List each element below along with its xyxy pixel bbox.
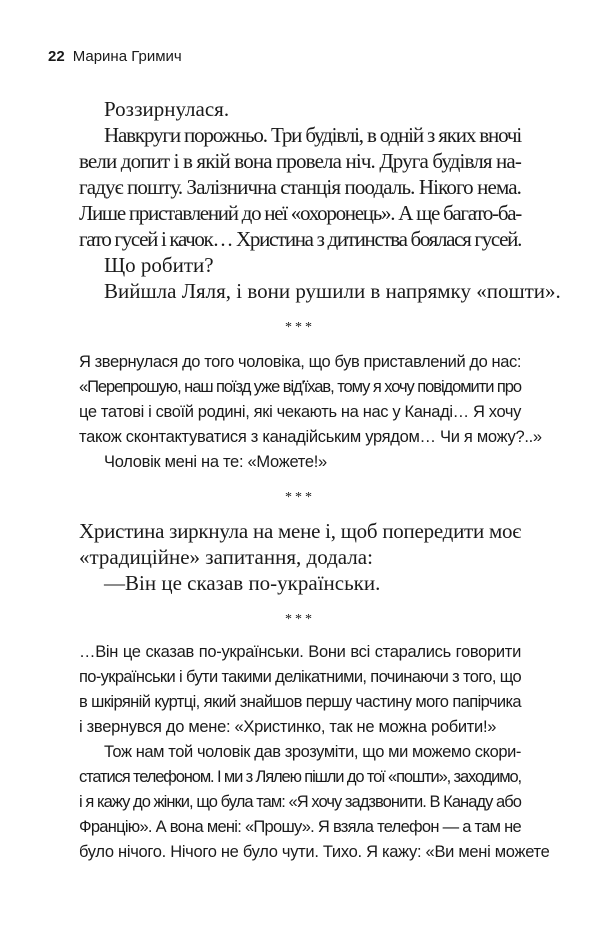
text-line: Францію». А вона мені: «Прошу». Я взяла телефон — а там не <box>79 818 521 836</box>
text-line: гадує пошту. Залізнична станція поодаль. Нікого нема. <box>79 175 521 199</box>
text-line: Лише приставлений до неї «охоронець». А ще багато-ба- <box>79 201 521 225</box>
text-line: в шкіряній куртці, який знайшов першу частину мого папірчика <box>79 693 521 711</box>
text-line: Навкруги порожньо. Три будівлі, в одній з яких вночі <box>104 123 521 147</box>
text-line: було нічого. Нічого не було чути. Тихо. Я кажу: «Ви мені можете <box>79 843 550 861</box>
text-line: Роззирнулася. <box>104 97 230 121</box>
text-line: Що робити? <box>104 253 214 277</box>
text-line: —Він це сказав по-українськи. <box>104 571 381 595</box>
text-line: і я кажу до жінки, що була там: «Я хочу задзвонити. В Канаду або <box>79 793 521 811</box>
text-line: по-українськи і бути такими делікатними, починаючи з того, що <box>79 668 521 686</box>
text-line: Чоловік мені на те: «Можете!» <box>104 453 327 471</box>
text-line: це татові і своїй родині, які чекають на нас у Канаді… Я хочу <box>79 403 521 421</box>
text-line: також сконтактуватися з канадійським урядом… Чи я можу?..» <box>79 428 542 446</box>
text-line: Я звернулася до того чоловіка, що був приставлений до нас: <box>79 353 521 371</box>
text-line: статися телефоном. І ми з Лялею пішли до тої «пошти», заходимо, <box>79 768 521 786</box>
text-line: «Перепрошую, наш поїзд уже від'їхав, тому я хочу повідомити про <box>79 378 521 396</box>
running-header <box>48 48 182 65</box>
text-line: «традиційне» запитання, додала: <box>79 545 373 569</box>
text-line: гато гусей і качок… Христина з дитинства боялася гусей. <box>79 227 521 251</box>
text-line: Христина зиркнула на мене і, щоб попередити моє <box>79 519 521 543</box>
text-line: Тож нам той чоловік дав зрозуміти, що ми можемо скори- <box>104 743 521 761</box>
section-separator: *** <box>285 612 315 627</box>
page-number: 22 <box>48 48 65 65</box>
section-separator: *** <box>285 490 315 505</box>
text-line: …Він це сказав по-українськи. Вони всі старались говорити <box>79 643 521 661</box>
text-line: Вийшла Ляля, і вони рушили в напрямку «пошти». <box>104 279 561 303</box>
section-separator: *** <box>285 320 315 335</box>
text-line: вели допит і в якій вона провела ніч. Друга будівля на- <box>79 149 521 173</box>
text-line: і звернувся до мене: «Христинко, так не можна робити!» <box>79 718 497 736</box>
author-name: Марина Гримич <box>72 48 182 65</box>
